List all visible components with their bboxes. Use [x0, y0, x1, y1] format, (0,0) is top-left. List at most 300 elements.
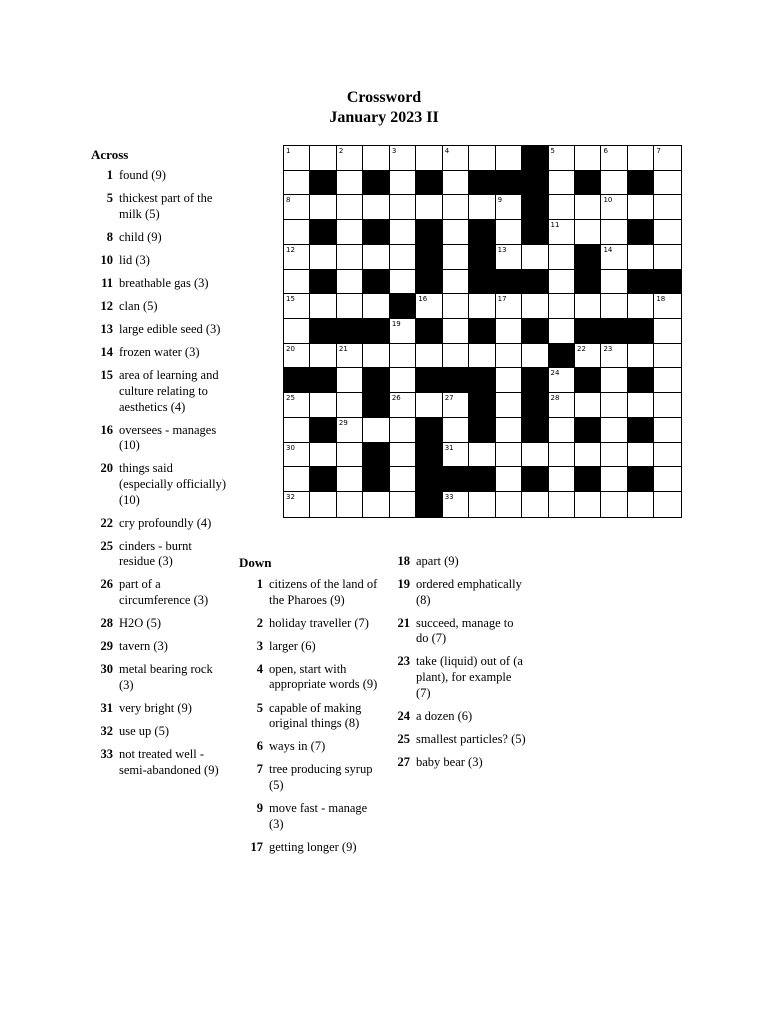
grid-block-cell [416, 418, 442, 443]
grid-cell[interactable] [549, 443, 575, 468]
clue-number: 22 [100, 515, 113, 530]
grid-block-cell [416, 368, 442, 393]
clue-text: succeed, manage to do (7) [416, 615, 514, 646]
grid-cell[interactable] [337, 195, 363, 220]
grid-cell[interactable] [337, 467, 363, 492]
clue-number: 25 [397, 731, 410, 746]
grid-cell[interactable] [337, 270, 363, 295]
grid-block-cell [416, 220, 442, 245]
grid-cell[interactable] [284, 245, 310, 270]
grid-cell[interactable] [337, 393, 363, 418]
grid-cell[interactable] [443, 171, 469, 196]
grid-cell[interactable] [363, 294, 389, 319]
grid-cell[interactable] [284, 270, 310, 295]
across-clue-list [89, 168, 229, 786]
grid-cell[interactable] [601, 368, 627, 393]
grid-cell[interactable] [575, 195, 601, 220]
clue-number: 32 [100, 724, 113, 739]
grid-cell[interactable] [443, 443, 469, 468]
grid-cell[interactable] [310, 245, 336, 270]
grid-cell[interactable] [601, 171, 627, 196]
grid-cell[interactable] [363, 344, 389, 369]
grid-block-cell [549, 344, 575, 369]
cell-number: 22 [576, 344, 586, 353]
grid-cell[interactable] [628, 393, 654, 418]
grid-cell[interactable] [337, 146, 363, 171]
grid-cell[interactable] [363, 245, 389, 270]
grid-block-cell [601, 319, 627, 344]
clue-item [89, 191, 229, 222]
cell-number: 28 [550, 394, 560, 403]
grid-cell[interactable] [284, 220, 310, 245]
grid-cell[interactable] [443, 294, 469, 319]
cell-number: 7 [656, 147, 661, 155]
clue-number: 11 [101, 275, 113, 290]
clue-text: H2O (5) [119, 616, 162, 631]
clue-item [89, 276, 229, 292]
grid-cell[interactable] [337, 418, 363, 443]
grid-cell[interactable] [654, 146, 680, 171]
grid-cell[interactable] [363, 195, 389, 220]
grid-block-cell [416, 492, 442, 517]
grid-cell[interactable] [443, 270, 469, 295]
clue-item [89, 516, 229, 532]
grid-cell[interactable] [654, 393, 680, 418]
clue-number: 21 [397, 615, 410, 630]
grid-cell[interactable] [390, 195, 416, 220]
grid-block-cell [363, 319, 389, 344]
clue-text: part of a circumference (3) [119, 577, 209, 607]
grid-cell[interactable] [284, 195, 310, 220]
grid-cell[interactable] [654, 220, 680, 245]
grid-block-cell [575, 418, 601, 443]
grid-block-cell [310, 220, 336, 245]
grid-block-cell [575, 270, 601, 295]
clue-text: getting longer (9) [269, 839, 357, 854]
grid-cell[interactable] [601, 146, 627, 171]
grid-cell[interactable] [337, 368, 363, 393]
grid-cell[interactable] [310, 294, 336, 319]
cell-number: 16 [418, 295, 428, 304]
grid-cell[interactable] [284, 393, 310, 418]
grid-cell[interactable] [601, 443, 627, 468]
grid-cell[interactable] [469, 443, 495, 468]
clue-text: use up (5) [119, 724, 169, 739]
grid-cell[interactable] [628, 492, 654, 517]
grid-cell[interactable] [443, 393, 469, 418]
grid-cell[interactable] [416, 195, 442, 220]
grid-cell[interactable] [284, 171, 310, 196]
grid-cell[interactable] [390, 245, 416, 270]
grid-cell[interactable] [496, 195, 522, 220]
grid-cell[interactable] [496, 146, 522, 171]
down-clue-list [239, 577, 379, 863]
grid-cell[interactable] [284, 294, 310, 319]
cell-number: 23 [603, 344, 613, 353]
cell-number: 31 [444, 443, 454, 452]
grid-cell[interactable] [390, 220, 416, 245]
grid-block-cell [575, 467, 601, 492]
clue-text: oversees - manages (10) [119, 422, 217, 453]
grid-cell[interactable] [496, 418, 522, 443]
clue-item [386, 577, 526, 608]
grid-block-cell [284, 368, 310, 393]
grid-cell[interactable] [284, 492, 310, 517]
grid-block-cell [416, 443, 442, 468]
grid-block-cell [443, 467, 469, 492]
grid-cell[interactable] [496, 467, 522, 492]
cell-number: 29 [338, 418, 348, 427]
grid-block-cell [469, 245, 495, 270]
grid-cell[interactable] [310, 393, 336, 418]
grid-cell[interactable] [575, 393, 601, 418]
grid-cell[interactable] [654, 492, 680, 517]
grid-cell[interactable] [390, 467, 416, 492]
clue-text: ways in (7) [269, 739, 326, 754]
clue-text: thickest part of the milk (5) [119, 191, 213, 221]
clue-item [89, 168, 229, 184]
cell-number: 12 [286, 245, 295, 254]
grid-cell[interactable] [654, 195, 680, 220]
grid-block-cell [416, 245, 442, 270]
grid-cell[interactable] [575, 443, 601, 468]
grid-cell[interactable] [390, 492, 416, 517]
grid-block-cell [496, 171, 522, 196]
clue-text: lid (3) [119, 252, 150, 267]
clue-number: 28 [100, 616, 113, 631]
grid-block-cell [496, 270, 522, 295]
grid-cell[interactable] [337, 245, 363, 270]
grid-cell[interactable] [575, 344, 601, 369]
grid-cell[interactable] [390, 443, 416, 468]
clue-text: cinders - burnt residue (3) [119, 538, 192, 569]
clue-text: baby bear (3) [416, 754, 483, 769]
grid-cell[interactable] [416, 393, 442, 418]
cell-number: 5 [550, 147, 555, 155]
grid-cell[interactable] [284, 467, 310, 492]
grid-cell[interactable] [310, 492, 336, 517]
grid-cell[interactable] [443, 492, 469, 517]
clue-number: 13 [100, 322, 113, 337]
grid-cell[interactable] [601, 245, 627, 270]
grid-block-cell [337, 319, 363, 344]
grid-cell[interactable] [522, 443, 548, 468]
grid-cell[interactable] [337, 220, 363, 245]
grid-cell[interactable] [549, 171, 575, 196]
clue-text: a dozen (6) [416, 708, 473, 723]
grid-cell[interactable] [390, 171, 416, 196]
grid-cell[interactable] [575, 146, 601, 171]
grid-cell[interactable] [496, 368, 522, 393]
down-clue-list-continued [386, 554, 526, 778]
clue-number: 30 [100, 662, 113, 677]
grid-cell[interactable] [284, 418, 310, 443]
grid-block-cell [522, 393, 548, 418]
clue-item [386, 755, 526, 771]
grid-cell[interactable] [628, 344, 654, 369]
clue-text: citizens of the land of the Pharoes (9) [269, 577, 378, 607]
grid-cell[interactable] [549, 195, 575, 220]
clue-item [386, 709, 526, 725]
clue-text: child (9) [119, 229, 162, 244]
grid-cell[interactable] [654, 171, 680, 196]
clue-number: 19 [397, 577, 410, 592]
grid-cell[interactable] [284, 319, 310, 344]
grid-block-cell [363, 467, 389, 492]
clue-number: 12 [100, 299, 113, 314]
grid-cell[interactable] [337, 492, 363, 517]
grid-cell[interactable] [496, 344, 522, 369]
grid-cell[interactable] [575, 492, 601, 517]
clue-item [89, 639, 229, 655]
grid-block-cell [628, 270, 654, 295]
grid-cell[interactable] [601, 294, 627, 319]
grid-cell[interactable] [496, 319, 522, 344]
cell-number: 18 [656, 295, 666, 304]
grid-cell[interactable] [549, 245, 575, 270]
grid-cell[interactable] [628, 146, 654, 171]
clue-item [89, 577, 229, 608]
grid-cell[interactable] [601, 270, 627, 295]
grid-cell[interactable] [390, 368, 416, 393]
clue-text: ordered emphatically (8) [416, 577, 522, 607]
grid-cell[interactable] [390, 319, 416, 344]
grid-cell[interactable] [416, 344, 442, 369]
grid-cell[interactable] [390, 418, 416, 443]
clue-item [89, 423, 229, 454]
clue-item [239, 840, 379, 856]
grid-cell[interactable] [469, 195, 495, 220]
grid-cell[interactable] [654, 467, 680, 492]
clue-text: very bright (9) [119, 700, 192, 715]
clue-number: 18 [397, 554, 410, 568]
grid-cell[interactable] [443, 245, 469, 270]
grid-cell[interactable] [337, 294, 363, 319]
clue-item [239, 762, 379, 793]
grid-cell[interactable] [443, 344, 469, 369]
grid-block-cell [469, 270, 495, 295]
grid-cell[interactable] [654, 319, 680, 344]
grid-cell[interactable] [416, 294, 442, 319]
grid-cell[interactable] [575, 294, 601, 319]
clue-number: 8 [106, 229, 113, 244]
grid-cell[interactable] [496, 492, 522, 517]
clue-item [239, 639, 379, 655]
grid-cell[interactable] [601, 418, 627, 443]
clue-text: tavern (3) [119, 639, 168, 654]
clue-number: 1 [256, 577, 263, 591]
grid-cell[interactable] [549, 146, 575, 171]
grid-cell[interactable] [390, 270, 416, 295]
cell-number: 1 [286, 147, 291, 155]
clue-item [89, 724, 229, 740]
grid-cell[interactable] [416, 146, 442, 171]
cell-number: 6 [603, 147, 608, 155]
clue-number: 2 [256, 615, 263, 630]
grid-cell[interactable] [390, 393, 416, 418]
grid-block-cell [522, 418, 548, 443]
grid-cell[interactable] [443, 319, 469, 344]
grid-block-cell [416, 467, 442, 492]
grid-cell[interactable] [654, 418, 680, 443]
grid-cell[interactable] [654, 443, 680, 468]
grid-block-cell [390, 294, 416, 319]
clue-number: 15 [100, 368, 113, 383]
grid-cell[interactable] [549, 220, 575, 245]
grid-cell[interactable] [469, 344, 495, 369]
grid-cell[interactable] [496, 393, 522, 418]
grid-cell[interactable] [310, 443, 336, 468]
cell-number: 4 [444, 147, 450, 155]
clue-text: move fast - manage (3) [269, 801, 368, 831]
grid-block-cell [522, 171, 548, 196]
cell-number: 8 [286, 196, 291, 205]
grid-cell[interactable] [601, 195, 627, 220]
grid-block-cell [310, 171, 336, 196]
grid-cell[interactable] [337, 171, 363, 196]
cell-number: 27 [444, 394, 454, 403]
clue-number: 5 [256, 700, 263, 715]
grid-cell[interactable] [522, 294, 548, 319]
grid-block-cell [469, 319, 495, 344]
grid-cell[interactable] [549, 393, 575, 418]
grid-cell[interactable] [522, 344, 548, 369]
cell-number: 9 [497, 196, 503, 205]
clue-text: open, start with appropriate words (9) [269, 661, 378, 692]
grid-cell[interactable] [284, 344, 310, 369]
grid-block-cell [363, 220, 389, 245]
grid-cell[interactable] [549, 270, 575, 295]
grid-cell[interactable] [337, 344, 363, 369]
clue-item [89, 230, 229, 246]
grid-cell[interactable] [654, 245, 680, 270]
clue-text: things said (especially officially) (10) [119, 461, 227, 507]
cell-number: 25 [286, 394, 295, 403]
grid-cell[interactable] [628, 294, 654, 319]
clue-text: tree producing syrup (5) [269, 762, 373, 792]
clue-text: cry profoundly (4) [119, 515, 212, 530]
clue-text: frozen water (3) [119, 345, 200, 360]
grid-cell[interactable] [469, 294, 495, 319]
crossword-grid [283, 145, 682, 518]
grid-block-cell [310, 319, 336, 344]
clue-text: apart (9) [416, 554, 459, 568]
grid-cell[interactable] [549, 319, 575, 344]
grid-cell[interactable] [601, 467, 627, 492]
grid-cell[interactable] [549, 418, 575, 443]
clue-number: 17 [250, 839, 263, 854]
grid-block-cell [654, 270, 680, 295]
clue-item [239, 577, 379, 608]
grid-cell[interactable] [363, 492, 389, 517]
cell-number: 32 [286, 493, 295, 502]
grid-cell[interactable] [601, 492, 627, 517]
grid-block-cell [628, 220, 654, 245]
grid-cell[interactable] [496, 245, 522, 270]
clue-number: 27 [397, 754, 410, 769]
grid-block-cell [363, 393, 389, 418]
grid-cell[interactable] [443, 146, 469, 171]
grid-block-cell [522, 195, 548, 220]
grid-cell[interactable] [522, 492, 548, 517]
grid-cell[interactable] [496, 294, 522, 319]
grid-block-cell [575, 171, 601, 196]
grid-block-cell [443, 368, 469, 393]
clue-item [89, 701, 229, 717]
grid-cell[interactable] [443, 418, 469, 443]
clue-number: 24 [397, 708, 410, 723]
clue-number: 23 [397, 654, 410, 669]
grid-cell[interactable] [549, 492, 575, 517]
clue-number: 31 [100, 700, 113, 715]
grid-cell[interactable] [628, 443, 654, 468]
grid-cell[interactable] [654, 368, 680, 393]
clue-number: 5 [106, 191, 113, 206]
grid-cell[interactable] [601, 220, 627, 245]
clue-item [89, 253, 229, 269]
clue-number: 1 [106, 168, 113, 182]
grid-cell[interactable] [496, 443, 522, 468]
grid-block-cell [469, 220, 495, 245]
cell-number: 26 [391, 394, 401, 403]
grid-cell[interactable] [496, 220, 522, 245]
grid-cell[interactable] [390, 344, 416, 369]
grid-cell[interactable] [443, 220, 469, 245]
grid-cell[interactable] [390, 146, 416, 171]
grid-cell[interactable] [469, 492, 495, 517]
cell-number: 10 [603, 196, 613, 205]
cell-number: 30 [286, 443, 295, 452]
grid-cell[interactable] [549, 368, 575, 393]
clue-item [386, 732, 526, 748]
grid-cell[interactable] [628, 245, 654, 270]
grid-cell[interactable] [284, 443, 310, 468]
grid-cell[interactable] [469, 146, 495, 171]
grid-cell[interactable] [363, 146, 389, 171]
clue-number: 26 [100, 577, 113, 592]
grid-cell[interactable] [575, 220, 601, 245]
grid-cell[interactable] [310, 344, 336, 369]
clue-number: 10 [100, 252, 113, 267]
clue-text: clan (5) [119, 299, 158, 314]
grid-cell[interactable] [549, 467, 575, 492]
clue-item [386, 554, 526, 570]
clue-number: 20 [100, 461, 113, 476]
grid-cell[interactable] [337, 443, 363, 468]
cell-number: 14 [603, 245, 613, 254]
grid-cell[interactable] [284, 146, 310, 171]
clue-item [89, 322, 229, 338]
grid-cell[interactable] [443, 195, 469, 220]
clue-text: take (liquid) out of (a plant), for example (7) [416, 654, 523, 700]
grid-cell[interactable] [310, 195, 336, 220]
grid-cell[interactable] [310, 146, 336, 171]
grid-cell[interactable] [628, 195, 654, 220]
clue-text: breathable gas (3) [119, 275, 209, 290]
grid-block-cell [416, 319, 442, 344]
grid-block-cell [628, 319, 654, 344]
grid-cell[interactable] [549, 294, 575, 319]
grid-cell[interactable] [522, 245, 548, 270]
grid-cell[interactable] [601, 344, 627, 369]
grid-cell[interactable] [654, 294, 680, 319]
grid-cell[interactable] [363, 418, 389, 443]
grid-cell[interactable] [601, 393, 627, 418]
clue-text: not treated well - semi-abandoned (9) [119, 747, 219, 777]
clue-text: found (9) [119, 168, 166, 182]
grid-cell[interactable] [654, 344, 680, 369]
clue-text: holiday traveller (7) [269, 615, 369, 630]
